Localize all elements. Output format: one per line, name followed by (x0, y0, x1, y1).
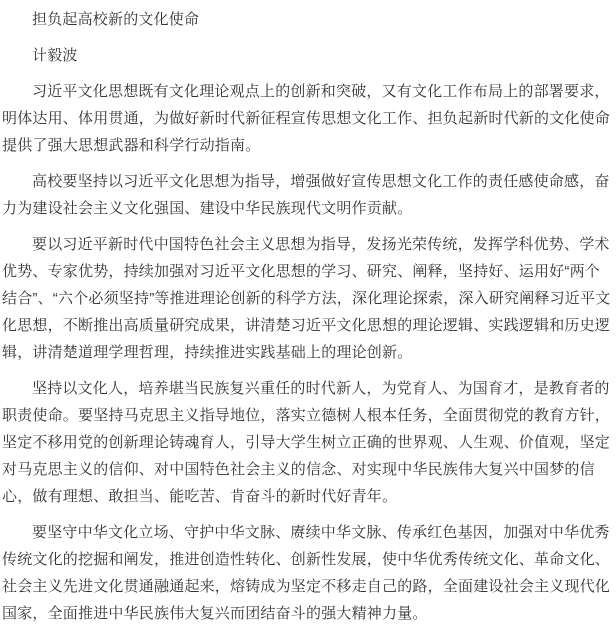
article-paragraph: 高校要坚持以习近平文化思想为指导，增强做好宣传思想文化工作的责任感使命感，奋力为建设社会主义文化强国、建设中华民族现代文明作贡献。 (2, 173, 610, 217)
article-paragraph: 坚持以文化人，培养堪当民族复兴重任的时代新人，为党育人、为国育才，是教育者的职责使命。要坚持马克思主义指导地位，落实立德树人根本任务，全面贯彻党的教育方针，坚定不移用党的创新理论铸魂育人，引导大学生树立正确的世界观、人生观、价值观，坚定对马克思主义的信仰、对中国特色社会主义的信念、对实现中华民族伟大复兴中国梦的信心，做有理想、敢担当、能吃苦、肯奋斗的新时代好青年。 (2, 380, 611, 505)
article-paragraph: 要坚守中华文化立场、守护中华文脉、赓续中华文脉、传承红色基因，加强对中华优秀传统文化的挖掘和阐发，推进创造性转化、创新性发展，使中华优秀传统文化、革命文化、社会主义先进文化贯通融通起来，熔铸成为坚定不移走自己的路，全面建设社会主义现代化国家，全面推进中华民族伟大复兴而团结奋斗的强大精神力量。 (2, 524, 611, 622)
article-title: 担负起高校新的文化使命 (32, 11, 200, 28)
article-paragraph: 要以习近平新时代中国特色社会主义思想为指导，发扬光荣传统，发挥学科优势、学术优势、专家优势，持续加强对习近平文化思想的学习、研究、阐释，坚持好、运用好“两个结合”、“六个必须坚持”等推进理论创新的科学方法，深化理论探索，深入研究阐释习近平文化思想，不断推出高质量研究成果，讲清楚习近平文化思想的理论逻辑、实践逻辑和历史逻辑，讲清楚道理学理哲理，持续推进实践基础上的理论创新。 (2, 236, 611, 361)
article-body (2, 78, 613, 627)
article-author: 计毅波 (32, 47, 78, 64)
article-paragraph: 习近平文化思想既有文化理论观点上的创新和突破，又有文化工作布局上的部署要求，明体达用、体用贯通，为做好新时代新征程宣传思想文化工作、担负起新时代新的文化使命提供了强大思想武器和科学行动指南。 (2, 83, 611, 154)
